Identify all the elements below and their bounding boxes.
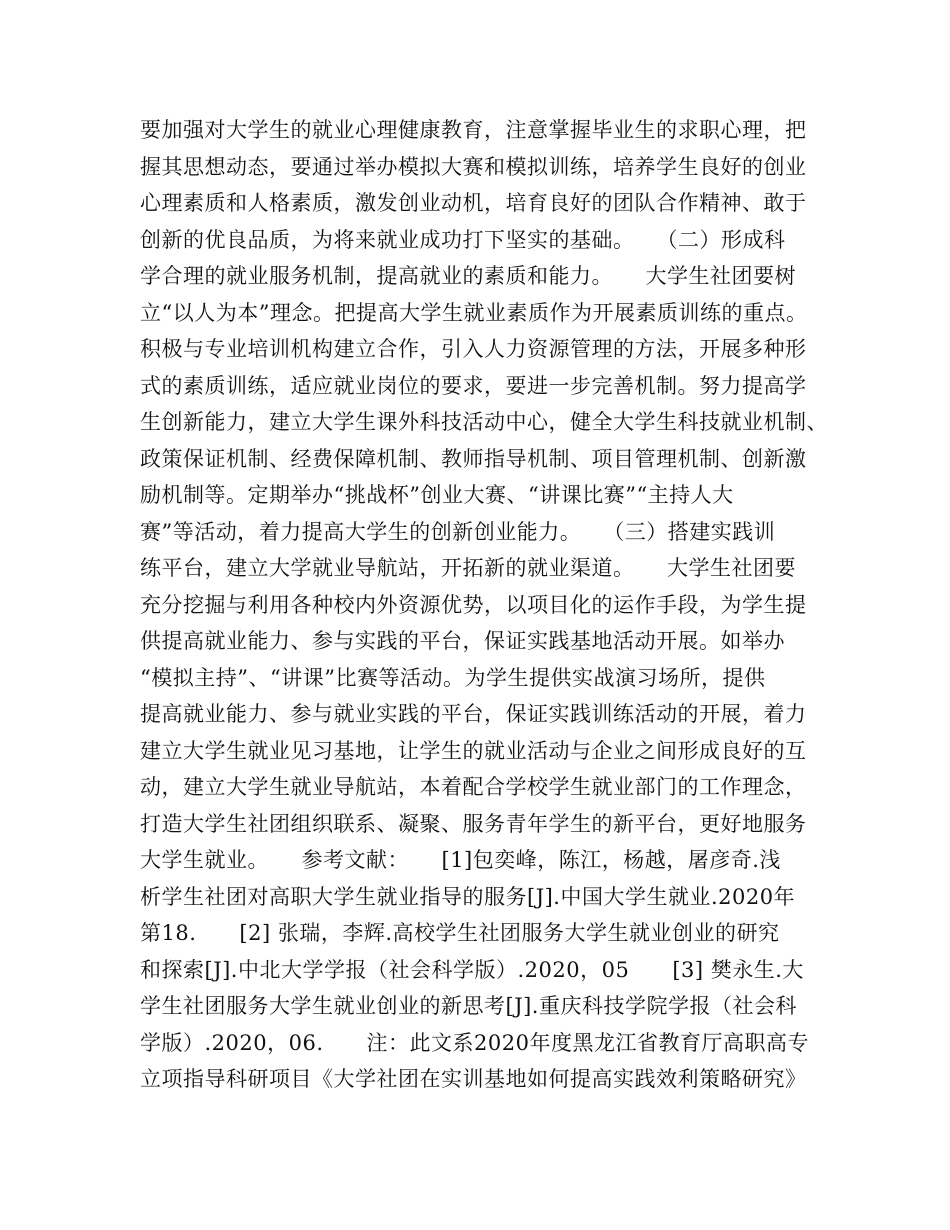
text-line: 第18. [2] 张瑞，李辉.高校学生社团服务大学生就业创业的研究 xyxy=(140,921,780,945)
text-line: 赛”等活动，着力提高大学生的创新创业能力。 （三）搭建实践训 xyxy=(140,519,776,544)
text-line: 供提高就业能力、参与实践的平台，保证实践基地活动开展。如举办 xyxy=(140,629,785,653)
text-line: 立“以人为本”理念。把提高大学生就业素质作为开展素质训练的重点。 xyxy=(140,300,808,325)
text-line: 学合理的就业服务机制，提高就业的素质和能力。 大学生社团要树 xyxy=(140,264,796,288)
text-line: 建立大学生就业见习基地，让学生的就业活动与企业之间形成良好的互 xyxy=(140,738,807,763)
text-line: 生创新能力，建立大学生课外科技活动中心，健全大学生科技就业机制、 xyxy=(140,410,828,434)
text-line: 握其思想动态，要通过举办模拟大赛和模拟训练，培养学生良好的创业 xyxy=(140,154,807,179)
text-line: 练平台，建立大学就业导航站，开拓新的就业渠道。 大学生社团要 xyxy=(140,556,796,580)
text-line: 学生社团服务大学生就业创业的新思考[J].重庆科技学院学报（社会科 xyxy=(140,994,797,1018)
text-line: 立项指导科研项目《大学社团在实训基地如何提高实践效利策略研究》 xyxy=(140,1067,807,1091)
body-text xyxy=(140,112,840,1098)
text-line: 充分挖掘与利用各种校内外资源优势，以项目化的运作手段，为学生提 xyxy=(140,592,807,617)
text-line: 提高就业能力、参与就业实践的平台，保证实践训练活动的开展，着力 xyxy=(140,702,807,726)
text-line: 励机制等。定期举办“挑战杯”创业大赛、“讲课比赛”“主持人大 xyxy=(140,483,734,507)
text-line: “模拟主持”、“讲课”比赛等活动。为学生提供实战演习场所，提供 xyxy=(140,665,766,690)
text-line: 和探索[J].中北大学学报（社会科学版）.2020，05 [3] 樊永生.大 xyxy=(140,957,804,982)
text-line: 打造大学生社团组织联系、凝聚、服务青年学生的新平台，更好地服务 xyxy=(140,811,807,836)
text-line: 心理素质和人格素质，激发创业动机，培育良好的团队合作精神、敢于 xyxy=(140,191,807,215)
text-line: 要加强对大学生的就业心理健康教育，注意掌握毕业生的求职心理，把 xyxy=(140,118,807,142)
text-line: 式的素质训练，适应就业岗位的要求，要进一步完善机制。努力提高学 xyxy=(140,373,807,398)
text-line: 动，建立大学生就业导航站，本着配合学校学生就业部门的工作理念， xyxy=(140,775,807,799)
text-line: 析学生社团对高职大学生就业指导的服务[J].中国大学生就业.2020年 xyxy=(140,884,796,909)
text-line: 政策保证机制、经费保障机制、教师指导机制、项目管理机制、创新激 xyxy=(140,446,807,471)
text-line: 大学生就业。 参考文献： [1]包奕峰，陈江，杨越，屠彦奇.浅 xyxy=(140,848,781,872)
text-line: 学版）.2020，06. 注：此文系2020年度黑龙江省教育厅高职高专 xyxy=(140,1030,809,1055)
text-line: 创新的优良品质，为将来就业成功打下坚实的基础。 （二）形成科 xyxy=(140,227,786,252)
text-line: 积极与专业培训机构建立合作，引入人力资源管理的方法，开展多种形 xyxy=(140,337,807,361)
